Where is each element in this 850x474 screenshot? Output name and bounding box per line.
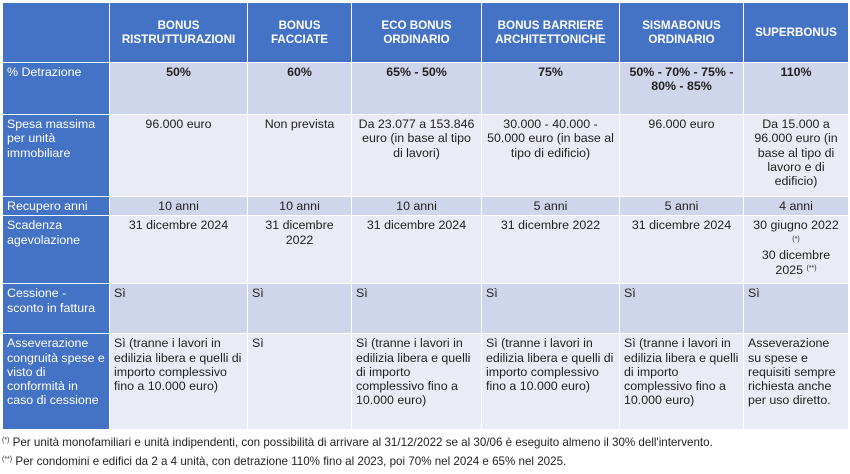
header-bonus-facciate: BONUS FACCIATE <box>248 3 352 63</box>
header-row <box>3 3 849 63</box>
table-cell: 31 dicembre 2022 <box>248 216 352 284</box>
table-row <box>3 284 849 334</box>
table-cell: Sì (tranne i lavori in edilizia libera e quelli di importo complessivo fino a 10.000 euro) <box>620 334 744 430</box>
table-cell: Sì (tranne i lavori in edilizia libera e quelli di importo complessivo fino a 10.000 euro) <box>110 334 248 430</box>
table-cell: Non prevista <box>248 115 352 197</box>
table-cell: 60% <box>248 63 352 115</box>
table-cell: 10 anni <box>110 197 248 216</box>
table-cell: 31 dicembre 2022 <box>482 216 620 284</box>
table-row <box>3 63 849 115</box>
table-cell: 4 anni <box>744 197 849 216</box>
footnote-text: Per condomini e edifici da 2 a 4 unità, con detrazione 110% fino al 2023, poi 70% nel 2024 e 65% nel 2025. <box>15 455 567 468</box>
table-cell: 10 anni <box>352 197 482 216</box>
table-row <box>3 216 849 284</box>
table-cell: Da 23.077 a 153.846 euro (in base al tipo di lavori) <box>352 115 482 197</box>
table-row <box>3 197 849 216</box>
table-cell: 96.000 euro <box>620 115 744 197</box>
footnote-text: Per unità monofamiliari e unità indipendenti, con possibilità di arrivare al 31/12/2022 se al 30/06 è eseguito almeno il 30% dell'intervento. <box>12 436 713 449</box>
table-cell-superbonus-scadenza <box>744 216 849 284</box>
scadenza-2: 30 dicembre 2025 <box>761 247 831 278</box>
table-cell: 5 anni <box>482 197 620 216</box>
table-cell: 31 dicembre 2024 <box>620 216 744 284</box>
table-row <box>3 115 849 197</box>
footnote-1 <box>2 432 713 451</box>
table-cell: 65% - 50% <box>352 63 482 115</box>
row-label: Spesa massima per unità immobiliare <box>3 115 110 197</box>
table-cell: 30.000 - 40.000 - 50.000 euro (in base al tipo di edificio) <box>482 115 620 197</box>
footnote-mark: (**) <box>2 456 13 463</box>
footnote-mark: (*) <box>792 235 800 243</box>
table-cell: 31 dicembre 2024 <box>110 216 248 284</box>
table-row <box>3 334 849 430</box>
table-cell: 75% <box>482 63 620 115</box>
header-sismabonus: SISMABONUS ORDINARIO <box>620 3 744 63</box>
scadenza-1: 30 giugno 2022 <box>753 218 839 233</box>
footnote-mark: (**) <box>806 265 817 273</box>
footnote-mark: (*) <box>2 437 10 444</box>
table-cell: Sì <box>620 284 744 334</box>
table-cell: 5 anni <box>620 197 744 216</box>
header-superbonus: SUPERBONUS <box>744 3 849 63</box>
table-cell: 96.000 euro <box>110 115 248 197</box>
table-cell: 50% <box>110 63 248 115</box>
table-cell: Sì <box>482 284 620 334</box>
row-label: Asseverazione congruità spese e visto di conformità in caso di cessione <box>3 334 110 430</box>
row-label: Cessione - sconto in fattura <box>3 284 110 334</box>
header-eco-bonus: ECO BONUS ORDINARIO <box>352 3 482 63</box>
table-cell: 31 dicembre 2024 <box>352 216 482 284</box>
table-cell: Sì (tranne i lavori in edilizia libera e quelli di importo complessivo fino a 10.000 euro) <box>482 334 620 430</box>
footnote-2 <box>2 451 713 470</box>
table-cell: 110% <box>744 63 849 115</box>
row-label: Recupero anni <box>3 197 110 216</box>
table-cell: Sì <box>248 334 352 430</box>
table-cell: Sì <box>248 284 352 334</box>
table-cell: Asseverazione su spese e requisiti sempre richiesta anche per uso diretto. <box>744 334 849 430</box>
bonus-comparison-table <box>2 2 849 430</box>
table-cell: Sì <box>110 284 248 334</box>
footnotes <box>2 432 713 470</box>
header-corner <box>3 3 110 63</box>
table-cell: 10 anni <box>248 197 352 216</box>
row-label: Scadenza agevolazione <box>3 216 110 284</box>
row-label: % Detrazione <box>3 63 110 115</box>
table-cell: 50% - 70% - 75% - 80% - 85% <box>620 63 744 115</box>
header-bonus-barriere: BONUS BARRIERE ARCHITETTONICHE <box>482 3 620 63</box>
table-cell: Sì (tranne i lavori in edilizia libera e quelli di importo complessivo fino a 10.000 euro) <box>352 334 482 430</box>
table-cell: Da 15.000 a 96.000 euro (in base al tipo di lavoro e di edificio) <box>744 115 849 197</box>
table-cell: Sì <box>352 284 482 334</box>
header-bonus-ristrutturazioni: BONUS RISTRUTTURAZIONI <box>110 3 248 63</box>
table-cell: Sì <box>744 284 849 334</box>
